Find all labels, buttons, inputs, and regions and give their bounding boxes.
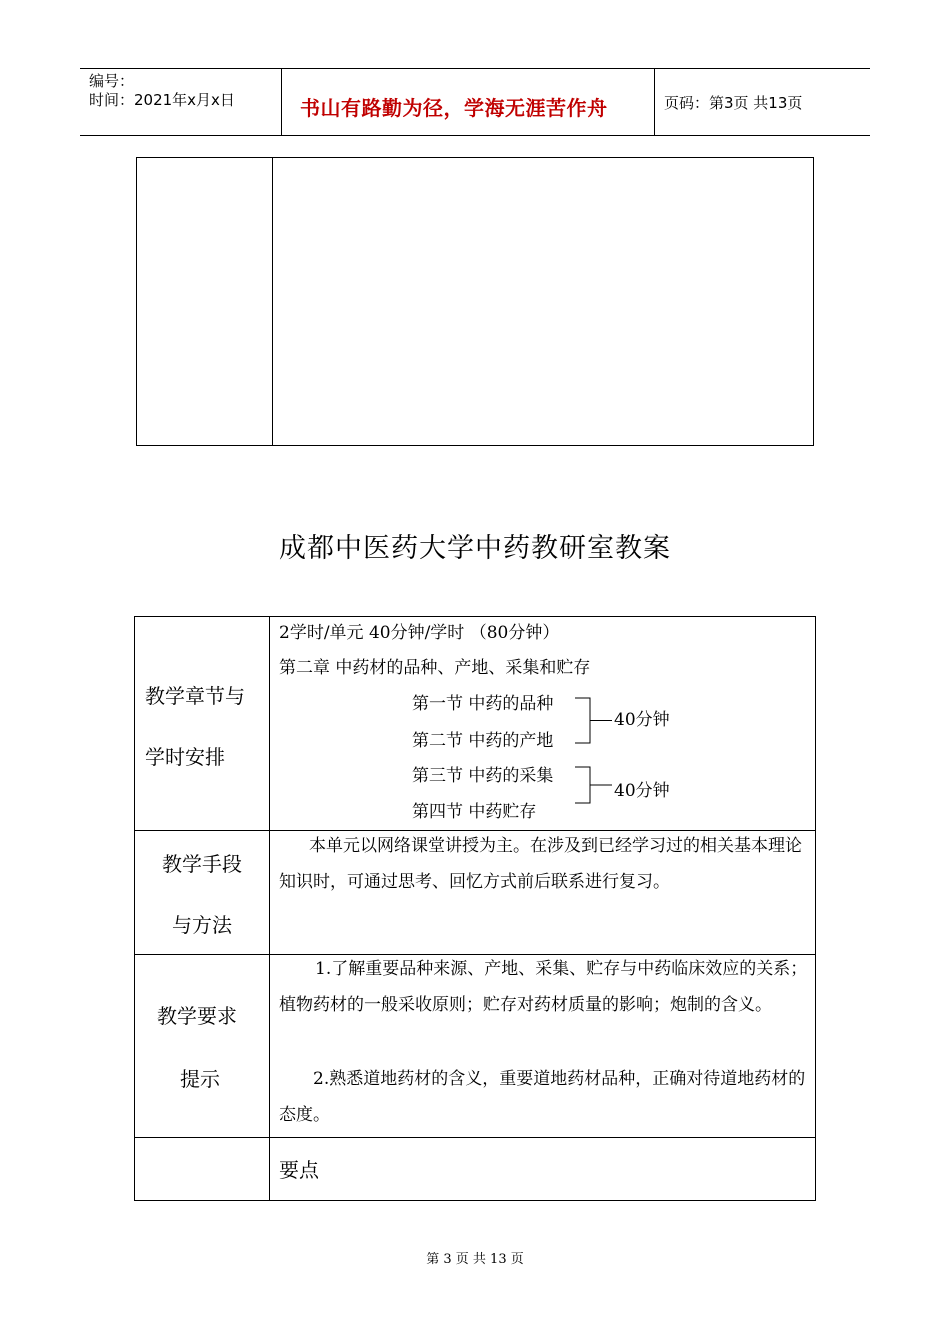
row3-label-line1: 教学要求 — [157, 1004, 237, 1028]
header-bottom-rule — [80, 135, 870, 136]
page-number-label: 页码：第3页 共13页 — [664, 94, 803, 112]
method-description: 本单元以网络课堂讲授为主。在涉及到已经学习过的相关基本理论知识时，可通过思考、回忆方式前后联系进行复习。 — [279, 836, 802, 892]
doc-time-label: 时间：2021年x月x日 — [89, 91, 235, 109]
section-item: 第三节 中药的采集 — [412, 766, 554, 786]
header-divider — [281, 68, 282, 136]
section-item: 第四节 中药贮存 — [412, 802, 537, 822]
header-motto: 书山有路勤为径，学海无涯苦作舟 — [300, 96, 608, 120]
header-divider — [654, 68, 655, 136]
continued-table — [136, 157, 814, 446]
doc-number-label: 编号： — [89, 72, 135, 90]
brace-icon — [570, 695, 620, 805]
row3-label-line2: 提示 — [180, 1067, 220, 1091]
header-top-rule — [80, 68, 870, 69]
time-group-label: 40分钟 — [614, 710, 670, 730]
time-group-label: 40分钟 — [614, 781, 670, 801]
table-column-divider — [269, 616, 270, 1201]
table-row-divider — [134, 1137, 816, 1138]
chapter-title: 第二章 中药材的品种、产地、采集和贮存 — [279, 658, 591, 678]
section-item: 第一节 中药的品种 — [412, 694, 554, 714]
page-footer: 第 3 页 共 13 页 — [426, 1252, 524, 1267]
row2-label-line1: 教学手段 — [162, 852, 242, 876]
requirement-item-2: 2.熟悉道地药材的含义，重要道地药材品种，正确对待道地药材的态度。 — [279, 1069, 806, 1125]
row1-label-line1: 教学章节与 — [145, 684, 245, 708]
requirement-item-1: 1.了解重要品种来源、产地、采集、贮存与中药临床效应的关系；植物药材的一般采收原则；贮存对药材质量的影响；炮制的含义。 — [279, 959, 808, 1015]
continued-table-divider — [272, 157, 273, 446]
key-points-label: 要点 — [279, 1158, 319, 1182]
section-item: 第二节 中药的产地 — [412, 731, 554, 751]
row2-label-line2: 与方法 — [172, 913, 232, 937]
hours-per-unit: 2学时/单元 40分钟/学时 （80分钟） — [279, 623, 560, 643]
row1-label-line2: 学时安排 — [145, 745, 225, 769]
page-title: 成都中医药大学中药教研室教案 — [279, 533, 671, 564]
